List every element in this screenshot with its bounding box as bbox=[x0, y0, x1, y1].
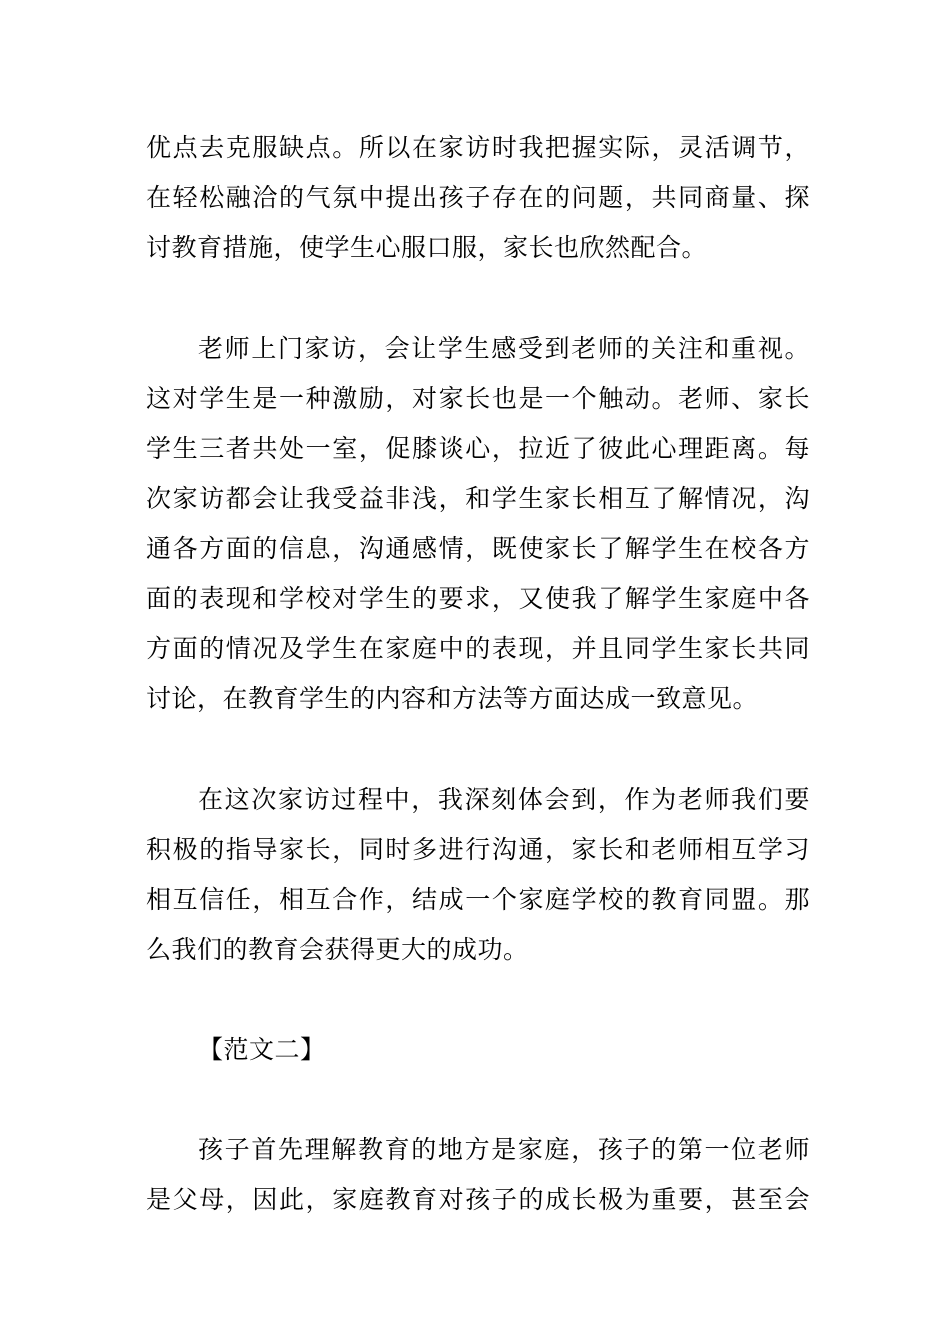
paragraph-line: 学生三者共处一室，促膝谈心，拉近了彼此心理距离。每 bbox=[146, 434, 810, 463]
paragraph-line: 面的表现和学校对学生的要求，又使我了解学生家庭中各 bbox=[146, 584, 810, 613]
paragraph-line: 优点去克服缺点。所以在家访时我把握实际，灵活调节， bbox=[146, 133, 810, 162]
paragraph-line: 次家访都会让我受益非浅，和学生家长相互了解情况，沟 bbox=[146, 484, 810, 513]
paragraph-line: 孩子首先理解教育的地方是家庭，孩子的第一位老师 bbox=[198, 1135, 810, 1164]
paragraph-line: 相互信任，相互合作，结成一个家庭学校的教育同盟。那 bbox=[146, 885, 810, 914]
paragraph-line: 是父母，因此，家庭教育对孩子的成长极为重要，甚至会 bbox=[146, 1185, 810, 1214]
paragraph-line: 方面的情况及学生在家庭中的表现，并且同学生家长共同 bbox=[146, 634, 810, 663]
paragraph-line: 在轻松融洽的气氛中提出孩子存在的问题，共同商量、探 bbox=[146, 183, 810, 212]
paragraph-line: 么我们的教育会获得更大的成功。 bbox=[146, 935, 529, 964]
paragraph-line: 这对学生是一种激励，对家长也是一个触动。老师、家长 bbox=[146, 384, 810, 413]
paragraph-line: 讨论，在教育学生的内容和方法等方面达成一致意见。 bbox=[146, 684, 759, 713]
paragraph-line: 通各方面的信息，沟通感情，既使家长了解学生在校各方 bbox=[146, 534, 810, 563]
paragraph-line: 积极的指导家长，同时多进行沟通，家长和老师相互学习 bbox=[146, 835, 810, 864]
paragraph-line: 在这次家访过程中，我深刻体会到，作为老师我们要 bbox=[198, 785, 810, 814]
paragraph-line: 老师上门家访，会让学生感受到老师的关注和重视。 bbox=[198, 334, 810, 363]
paragraph-line: 讨教育措施，使学生心服口服，家长也欣然配合。 bbox=[146, 233, 708, 262]
section-heading: 【范文二】 bbox=[198, 1035, 326, 1064]
